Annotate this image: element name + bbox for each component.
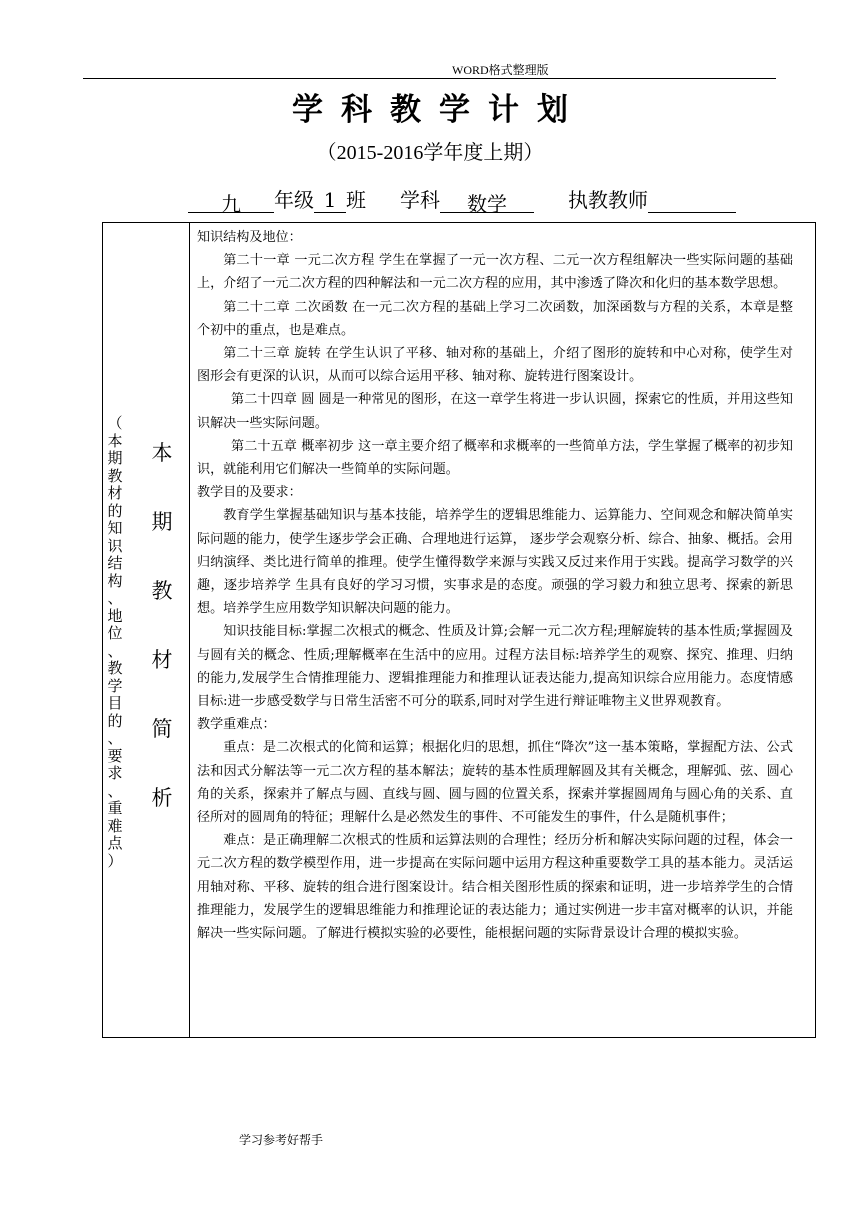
chapter-24-paragraph: 第二十四章 圆 圆是一种常见的图形，在这一章学生将进一步认识圆，探索它的性质，并用这些知识解决一些实际问题。 [197, 392, 793, 431]
left-note-char: 教 [107, 659, 123, 677]
section-heading-structure: 知识结构及地位： [197, 230, 302, 245]
left-note-char: 求 [107, 764, 123, 782]
left-note-char: 的 [107, 711, 123, 730]
table-column-divider [189, 223, 190, 1037]
left-note-char: 的 [107, 501, 123, 520]
left-note-char: 期 [107, 449, 123, 467]
class-info-line [188, 184, 736, 216]
section-heading-goals: 教学目的及要求： [197, 485, 302, 501]
chapter-25-paragraph: 第二十五章 概率初步 这一章主要介绍了概率和求概率的一些简单方法，学生掌握了概率的初步知识，就能利用它们解决一些简单的实际问题。 [197, 438, 793, 478]
left-column-note [100, 415, 130, 870]
left-title-char: 教 [151, 579, 173, 603]
left-note-char: 、 [107, 729, 123, 747]
page-subtitle: （2015-2016学年度上期） [316, 142, 544, 164]
grade-label: 年级 [274, 188, 314, 212]
class-value: 1 [314, 188, 346, 213]
key-points-paragraph: 重点：是二次根式的化简和运算；根据化归的思想，抓住“降次”这一基本策略，掌握配方法、公式法和因式分解法等一元二次方程的基本解法；旋转的基本性质理解圆及其有关概念，理解弧、弦、圆心角的关系，探索并了解点与圆、直线与圆、圆与圆的位置关系，探索并掌握圆周角与圆心角的关系、直径所对的圆周角的特征；理解什么是必然发生的事件、不可能发生的事件，什么是随机事件； [197, 740, 793, 826]
left-note-char: ） [107, 851, 123, 870]
left-note-char: 、 [107, 641, 123, 660]
left-title-char: 简 [151, 717, 173, 741]
chapter-22-paragraph: 第二十二章 二次函数 在一元二次方程的基础上学习二次函数，加深函数与方程的关系，本章是整个初中的重点，也是难点。 [197, 299, 793, 338]
left-title-char: 材 [151, 648, 173, 672]
subject-label: 学科 [400, 188, 440, 212]
objectives-paragraph: 知识技能目标:掌握二次根式的概念、性质及计算;会解一元二次方程;理解旋转的基本性质;掌握圆及与圆有关的概念、性质;理解概率在生活中的应用。过程方法目标:培养学生的观察、探究、推理、归纳的能力,发展学生合情推理能力、逻辑推理能力和推理认证表达能力,提高知识综合应用能力。态度情感目标:进一步感受数学与日常生活密不可分的联系,同时对学生进行辩证唯物主义世界观教育。 [197, 624, 793, 710]
left-note-char: 学 [107, 676, 123, 695]
left-title-char: 本 [151, 441, 173, 465]
class-label: 班 [346, 188, 366, 212]
chapter-21-paragraph: 第二十一章 一元二次方程 学生在掌握了一元一次方程、二元一次方程组解决一些实际问题的基础上，介绍了一元二次方程的四种解法和一元二次方程的应用，其中渗透了降次和化归的基本数学思想。 [197, 253, 793, 292]
left-note-char: 结 [107, 554, 123, 572]
content-cell [197, 226, 793, 945]
left-title-char: 期 [151, 510, 173, 534]
left-column-title [147, 437, 177, 851]
left-note-char: 位 [107, 624, 123, 642]
left-note-char: 、 [107, 781, 123, 800]
difficulties-paragraph: 难点：是正确理解二次根式的性质和运算法则的合理性；经历分析和解决实际问题的过程，体会一元二次方程的数学模型作用，进一步提高在实际问题中运用方程这种重要数学工具的基本能力。灵活运用轴对称、平移、旋转的组合进行图案设计。结合相关图形性质的探索和证明，进一步培养学生的合情推理能力，发展学生的逻辑思维能力和推理论证的表达能力；通过实例进一步丰富对概率的认识，并能解决一些实际问题。了解进行模拟实验的必要性，能根据问题的实际背景设计合理的模拟实验。 [197, 833, 793, 942]
goals-paragraph: 教育学生掌握基础知识与基本技能，培养学生的逻辑思维能力、运算能力、空间观念和解决简单实际问题的能力，使学生逐步学会正确、合理地进行运算， 逐步学会观察分析、综合、抽象、概括。会用归纳演绎、类比进行简单的推理。使学生懂得数学来源与实践又反过来作用于实践。提高学习数学的兴趣，逐步培养学 生具有良好的学习习惯，实事求是的态度。顽强的学习毅力和独立思考、探索的新思想。培养学生应用数学知识解决问题的能力。 [197, 508, 793, 617]
left-note-char: （ [107, 414, 123, 432]
chapter-23-paragraph: 第二十三章 旋转 在学生认识了平移、轴对称的基础上，介绍了图形的旋转和中心对称，使学生对图形会有更深的认识，从而可以综合运用平移、轴对称、旋转进行图案设计。 [197, 346, 793, 385]
left-note-char: 地 [107, 606, 123, 625]
left-note-char: 、 [107, 589, 123, 607]
left-note-char: 识 [107, 536, 123, 555]
page-header-text: WORD格式整理版 [452, 63, 549, 77]
page-footer-text: 学习参考好帮手 [239, 1133, 324, 1147]
section-heading-key-points: 教学重难点： [197, 717, 276, 733]
subject-value: 数学 [440, 188, 534, 213]
left-title-char: 析 [151, 786, 173, 810]
left-note-char: 目 [107, 694, 123, 712]
grade-value: 九 [188, 188, 274, 213]
left-note-char: 点 [107, 834, 123, 852]
page-title: 学科教学计划 [292, 92, 586, 128]
teacher-label: 执教教师 [568, 188, 648, 212]
left-note-char: 要 [107, 746, 123, 765]
left-note-char: 材 [107, 484, 123, 502]
left-note-char: 难 [107, 816, 123, 835]
teacher-value [648, 188, 736, 213]
left-note-char: 本 [107, 431, 123, 450]
left-note-char: 知 [107, 519, 123, 537]
left-note-char: 教 [107, 466, 123, 485]
left-note-char: 重 [107, 799, 123, 817]
header-divider [83, 78, 776, 79]
left-note-char: 构 [107, 571, 123, 590]
